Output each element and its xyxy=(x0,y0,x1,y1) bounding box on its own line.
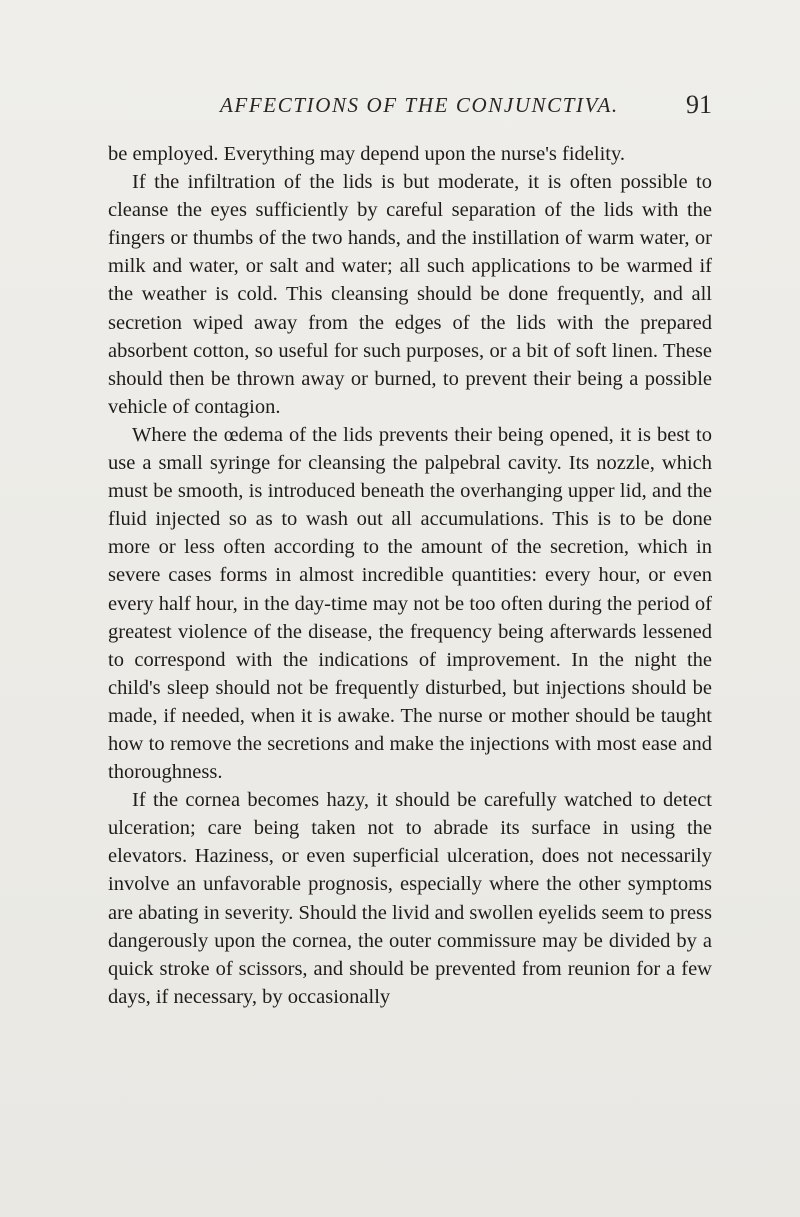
paragraph-cleansing: If the infiltration of the lids is but moderate, it is often possible to cleanse the eyes sufficiently by careful separation of the lids with the fingers or thumbs of the two hands, and the instillation of warm water, or milk and water, or salt and water; all such applications to be warmed if the weather is cold. This cleansing should be done frequently, and all secretion wiped away from the edges of the lids with the prepared absorbent cotton, so useful for such purposes, or a bit of soft linen. These should then be thrown away or burned, to prevent their being a possible vehicle of contagion. xyxy=(108,171,712,418)
running-title: AFFECTIONS OF THE CONJUNCTIVA. xyxy=(220,93,619,117)
paragraph-syringe: Where the œdema of the lids prevents their being opened, it is best to use a small syringe for cleansing the palpebral cavity. Its nozzle, which must be smooth, is introduced beneath the overhanging upper lid, and the fluid injected so as to wash out all accumulations. This is to be done more or less often according to the amount of the secretion, which in severe cases forms in almost incredible quantities: every hour, or even every half hour, in the day-time may not be too often during the period of greatest violence of the disease, the frequency being afterwards lessened to correspond with the indications of improvement. In the night the child's sleep should not be frequently disturbed, but injections should be made, if needed, when it is awake. The nurse or mother should be taught how to remove the secretions and make the injections with most ease and thoroughness. xyxy=(108,423,712,784)
page-number: 91 xyxy=(686,90,712,119)
paragraph-cornea: If the cornea becomes hazy, it should be carefully watched to detect ulceration; care being taken not to abrade its surface in using the elevators. Haziness, or even superficial ulceration, does not necessarily involve an unfavorable prognosis, especially where the other symptoms are abating in severity. Should the livid and swollen eyelids seem to press dangerously upon the cornea, the outer commissure may be divided by a quick stroke of scissors, and should be prevented from reunion for a few days, if necessary, by occasionally xyxy=(108,789,712,1008)
page-header xyxy=(108,90,712,125)
paragraph-continuation: be employed. Everything may depend upon the nurse's fidelity. xyxy=(108,143,626,165)
body-text xyxy=(108,140,712,1011)
